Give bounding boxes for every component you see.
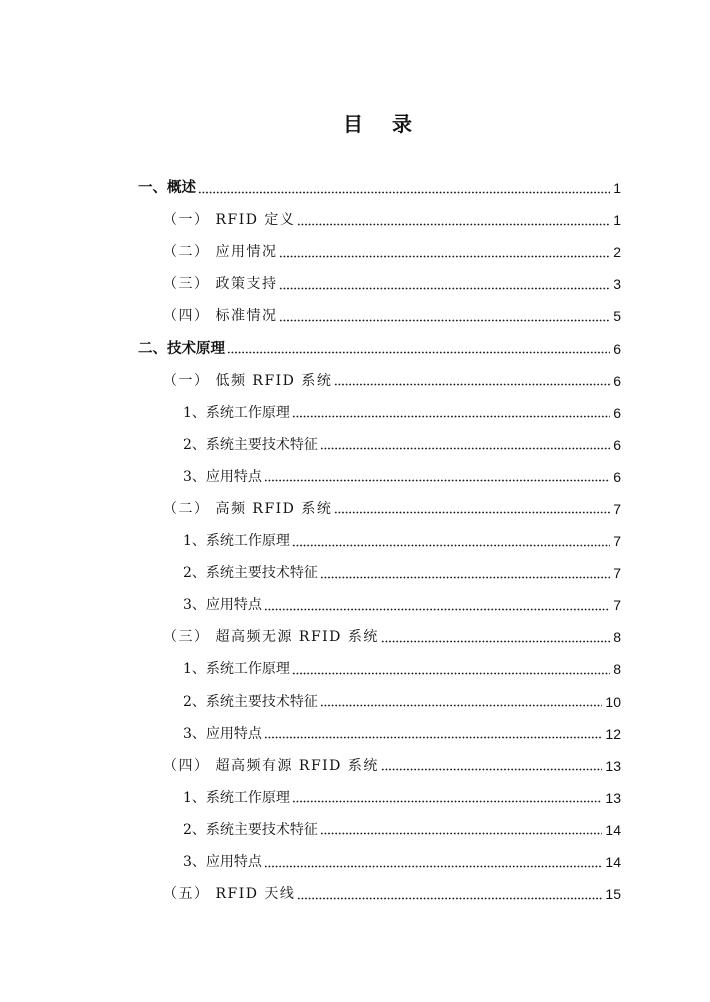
toc-leader-dots	[297, 223, 610, 226]
toc-page-number: 6	[613, 340, 621, 357]
toc-entry	[138, 493, 621, 525]
toc-entry	[138, 750, 621, 782]
toc-leader-dots	[264, 865, 603, 868]
toc-page-number: 6	[613, 404, 621, 421]
toc-entry	[138, 557, 621, 589]
toc-entry-label: 3、应用特点	[183, 725, 262, 742]
toc-page-number: 13	[605, 789, 621, 806]
toc-page-number: 13	[605, 757, 621, 774]
toc-page-number: 7	[613, 500, 621, 517]
toc-entry	[138, 525, 621, 557]
toc-leader-dots	[292, 800, 603, 803]
toc-leader-dots	[279, 255, 610, 258]
toc-entry-label: 3、应用特点	[183, 854, 262, 871]
toc-page-number: 3	[613, 276, 621, 293]
toc-leader-dots	[227, 351, 610, 354]
toc-entry	[138, 461, 621, 493]
toc-entry-label: 1、系统工作原理	[183, 404, 290, 421]
toc-page-number: 15	[605, 886, 621, 903]
toc-entry	[138, 814, 621, 846]
toc-entry-label: 1、系统工作原理	[183, 661, 290, 678]
toc-entry-label: 1、系统工作原理	[183, 533, 290, 550]
toc-entry-label: （二） 应用情况	[163, 244, 278, 261]
toc-leader-dots	[292, 415, 610, 418]
toc-entry-label: 1、系统工作原理	[183, 789, 290, 806]
toc-leader-dots	[198, 191, 610, 194]
toc-leader-dots	[334, 511, 610, 514]
toc-entry-label: 3、应用特点	[183, 468, 262, 485]
toc-entry	[138, 236, 621, 268]
toc-entry	[138, 365, 621, 397]
toc-page-number: 1	[613, 212, 621, 229]
toc-leader-dots	[292, 544, 610, 547]
toc-leader-dots	[334, 383, 610, 386]
toc-leader-dots	[279, 319, 610, 322]
toc-page-number: 14	[605, 854, 621, 871]
toc-leader-dots	[264, 736, 603, 739]
toc-entry	[138, 268, 621, 300]
toc-entry	[138, 846, 621, 878]
toc-page-number: 8	[613, 661, 621, 678]
toc-entry	[138, 429, 621, 461]
toc-page-number: 6	[613, 372, 621, 389]
toc-entry	[138, 878, 621, 910]
toc-leader-dots	[292, 672, 610, 675]
toc-entry	[138, 397, 621, 429]
toc-page-number: 8	[613, 629, 621, 646]
toc-leader-dots	[381, 640, 610, 643]
toc-page-number: 2	[613, 244, 621, 261]
toc-leader-dots	[320, 832, 603, 835]
toc-page-number: 14	[605, 821, 621, 838]
toc-leader-dots	[297, 897, 602, 900]
toc-entry-label: 2、系统主要技术特征	[183, 565, 318, 582]
toc-entry	[138, 332, 621, 364]
toc-entry	[138, 686, 621, 718]
toc-entry	[138, 718, 621, 750]
toc-leader-dots	[320, 576, 610, 579]
toc-entry-label: 一、概述	[138, 180, 196, 197]
toc-page-number: 6	[613, 468, 621, 485]
toc-entry-label: 2、系统主要技术特征	[183, 693, 318, 710]
toc-entry-label: （四） 标准情况	[163, 308, 278, 325]
toc-page-number: 10	[605, 693, 621, 710]
toc-entry-label: （二） 高频 RFID 系统	[163, 500, 333, 517]
toc-entry-label: 2、系统主要技术特征	[183, 821, 318, 838]
toc-leader-dots	[320, 704, 603, 707]
toc-page-number: 7	[613, 565, 621, 582]
toc-page-number: 7	[613, 597, 621, 614]
toc-entry-label: 二、技术原理	[138, 340, 225, 357]
toc-entry	[138, 653, 621, 685]
toc-page-number: 12	[605, 725, 621, 742]
toc-page-number: 7	[613, 533, 621, 550]
toc-leader-dots	[320, 447, 610, 450]
toc-page-number: 1	[613, 180, 621, 197]
toc-entry-label: （五） RFID 天线	[163, 886, 296, 903]
toc-leader-dots	[264, 479, 610, 482]
toc-entry	[138, 621, 621, 653]
toc-entry	[138, 204, 621, 236]
page-title: 目 录	[343, 112, 412, 136]
toc-entry-label: （三） 超高频无源 RFID 系统	[163, 629, 379, 646]
toc-page-number: 5	[613, 308, 621, 325]
toc-entry	[138, 300, 621, 332]
toc-entry-label: （一） RFID 定义	[163, 212, 296, 229]
toc-entry-label: （一） 低频 RFID 系统	[163, 372, 333, 389]
toc-entry-label: （三） 政策支持	[163, 276, 278, 293]
toc-entry-label: （四） 超高频有源 RFID 系统	[163, 757, 379, 774]
toc-entry-label: 3、应用特点	[183, 597, 262, 614]
toc-leader-dots	[279, 287, 610, 290]
toc-entry	[138, 172, 621, 204]
toc-page-number: 6	[613, 436, 621, 453]
toc-leader-dots	[264, 608, 610, 611]
toc-entry-label: 2、系统主要技术特征	[183, 436, 318, 453]
toc-entry	[138, 782, 621, 814]
toc-entry	[138, 589, 621, 621]
table-of-contents	[138, 172, 621, 910]
toc-leader-dots	[381, 768, 603, 771]
